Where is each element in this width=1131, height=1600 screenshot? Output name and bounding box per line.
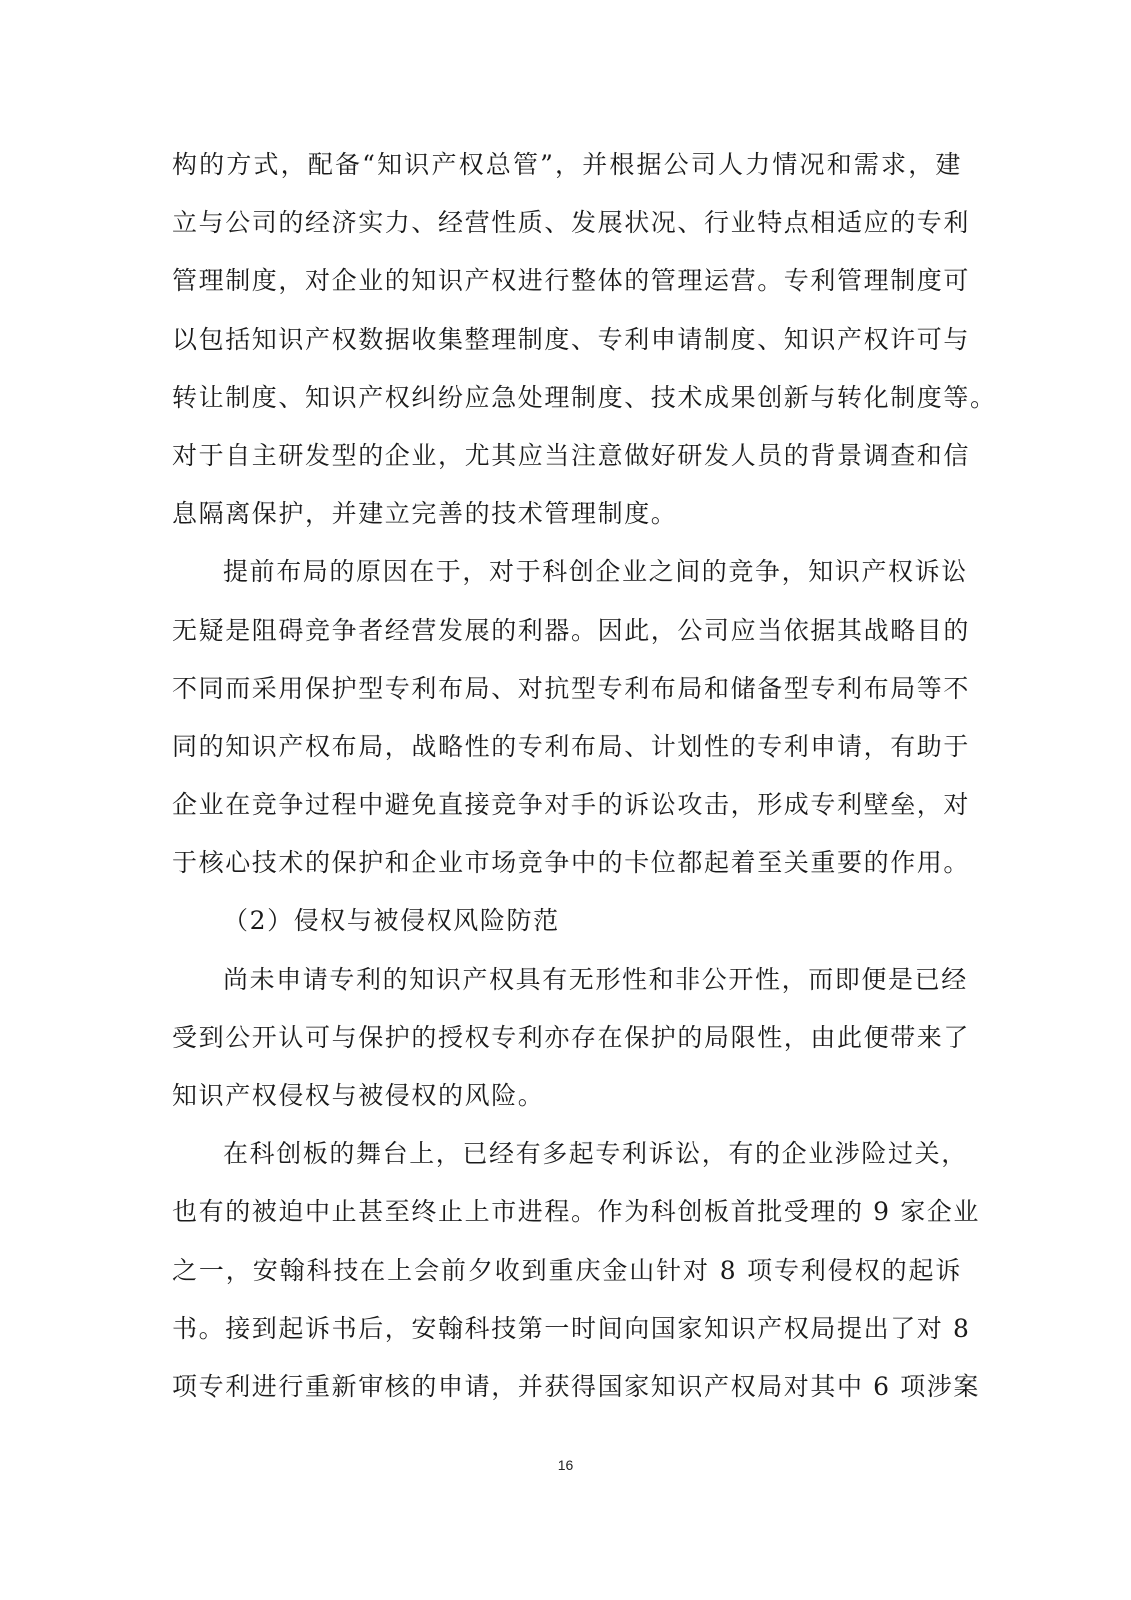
text-line: 提前布局的原因在于，对于科创企业之间的竞争，知识产权诉讼 (223, 557, 968, 587)
section-heading-text: （2）侵权与被侵权风险防范 (223, 906, 560, 936)
text-line: 息隔离保护，并建立完善的技术管理制度。 (172, 499, 678, 529)
text-line: 书。接到起诉书后，安翰科技第一时间向国家知识产权局提出了对 8 (172, 1313, 971, 1343)
paragraph (172, 1129, 981, 1420)
text-line: 不同而采用保护型专利布局、对抗型专利布局和储备型专利布局等不 (172, 673, 971, 703)
text-line: 受到公开认可与保护的授权专利亦存在保护的局限性，由此便带来了 (172, 1022, 971, 1052)
text-line: 以包括知识产权数据收集整理制度、专利申请制度、知识产权许可与 (172, 324, 971, 354)
text-line: 项专利进行重新审核的申请，并获得国家知识产权局对其中 6 项涉案 (172, 1371, 981, 1401)
text-line: 无疑是阻碍竞争者经营发展的利器。因此，公司应当依据其战略目的 (172, 615, 971, 645)
text-line: 对于自主研发型的企业，尤其应当注意做好研发人员的背景调查和信 (172, 440, 971, 470)
text-line: 企业在竞争过程中避免直接竞争对手的诉讼攻击，形成专利壁垒，对 (172, 790, 971, 820)
text-line: 构的方式，配备“知识产权总管”，并根据公司人力情况和需求，建 (172, 150, 962, 179)
text-line: 管理制度，对企业的知识产权进行整体的管理运营。专利管理制度可 (172, 266, 971, 296)
text-line: 在科创板的舞台上，已经有多起专利诉讼，有的企业涉险过关， (223, 1139, 968, 1169)
text-line: 立与公司的经济实力、经营性质、发展状况、行业特点相适应的专利 (172, 208, 971, 238)
text-line: 转让制度、知识产权纠纷应急处理制度、技术成果创新与转化制度等。 (172, 382, 997, 412)
page-number: 16 (557, 1457, 574, 1473)
text-line: 尚未申请专利的知识产权具有无形性和非公开性，而即便是已经 (223, 964, 968, 994)
paragraph (172, 140, 997, 547)
paragraph (172, 547, 971, 896)
paragraph (172, 955, 971, 1130)
text-line: 知识产权侵权与被侵权的风险。 (172, 1081, 545, 1110)
body-text (172, 140, 997, 1420)
text-line: 之一，安翰科技在上会前夕收到重庆金山针对 8 项专利侵权的起诉 (172, 1255, 962, 1285)
text-line: 也有的被迫中止甚至终止上市进程。作为科创板首批受理的 9 家企业 (172, 1197, 981, 1227)
text-line: 同的知识产权布局，战略性的专利布局、计划性的专利申请，有助于 (172, 731, 971, 761)
section-heading (172, 896, 962, 954)
text-line: 于核心技术的保护和企业市场竞争中的卡位都起着至关重要的作用。 (172, 848, 971, 878)
